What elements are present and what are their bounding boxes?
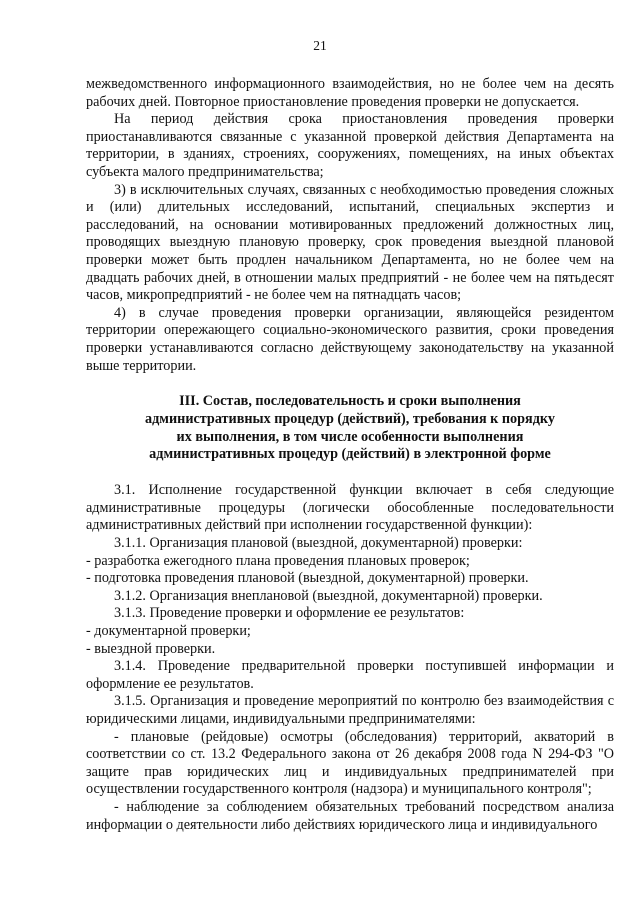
- paragraph-3-1-5: 3.1.5. Организация и проведение мероприятий по контролю без взаимодействия с юридическими лицами, индивидуальными предпринимателями:: [86, 693, 614, 727]
- section-heading-line: их выполнения, в том числе особенности выполнения: [176, 428, 524, 445]
- paragraph-continuation: межведомственного информационного взаимодействия, но не более чем на десять рабочих дней. Повторное приостановление проведения проверки не допускается.: [86, 76, 614, 110]
- list-item: - плановые (рейдовые) осмотры (обследования) территорий, акваторий в соответствии со ст. 13.2 Федерального закона от 26 декабря 2008 года N 294-ФЗ "О защите прав юридических лиц и индивидуальных предпринимателей при осуществлении государственного контроля (надзора) и муниципального контроля";: [86, 728, 614, 798]
- list-item: - подготовка проведения плановой (выездной, документарной) проверки.: [86, 570, 529, 587]
- paragraph-suspension-period: На период действия срока приостановления проведения проверки приостанавливаются связанные с указанной проверкой действия Департамента на территории, в зданиях, строениях, сооружениях, помещениях, на иных объектах субъекта малого предпринимательства;: [86, 111, 614, 180]
- section-heading-line: III. Состав, последовательность и сроки выполнения: [179, 393, 521, 410]
- document-body: [86, 76, 614, 834]
- page-number: 21: [313, 38, 327, 53]
- paragraph-3-1-2: 3.1.2. Организация внеплановой (выездной, документарной) проверки.: [114, 587, 543, 604]
- section-heading-line: административных процедур (действий) в электронной форме: [149, 446, 551, 463]
- paragraph-item-4: 4) в случае проведения проверки организации, являющейся резидентом территории опережающего социально-экономического развития, сроки проведения проверки устанавливаются согласно действующему законодательству на указанной выше территории.: [86, 304, 614, 374]
- list-item: - наблюдение за соблюдением обязательных требований посредством анализа информации о деятельности либо действиях юридического лица и индивидуального: [86, 798, 614, 833]
- paragraph-item-3: 3) в исключительных случаях, связанных с необходимостью проведения сложных и (или) длительных исследований, испытаний, специальных экспертиз и расследований, на основании мотивированных предложений должностных лиц, проводящих выездную плановую проверку, срок проведения выездной плановой проверки может быть продлен начальником Департамента, но не более чем на двадцать рабочих дней, в отношении малых предприятий - не более чем на пятьдесят часов, микропредприятий - не более чем на пятнадцать часов;: [86, 181, 614, 304]
- paragraph-3-1-3: 3.1.3. Проведение проверки и оформление ее результатов:: [114, 605, 465, 622]
- paragraph-3-1-1: 3.1.1. Организация плановой (выездной, документарной) проверки:: [114, 535, 523, 552]
- list-item: - выездной проверки.: [86, 640, 216, 657]
- section-heading-line: административных процедур (действий), требования к порядку: [145, 410, 555, 427]
- paragraph-3-1-4: 3.1.4. Проведение предварительной проверки поступившей информации и оформление ее результатов.: [86, 658, 614, 692]
- paragraph-3-1: 3.1. Исполнение государственной функции включает в себя следующие административные процедуры (логически обособленные последовательности административных действий при исполнении государственной функции):: [86, 482, 614, 534]
- list-item: - разработка ежегодного плана проведения плановых проверок;: [86, 552, 470, 569]
- section-heading: [86, 393, 614, 464]
- list-item: - документарной проверки;: [86, 623, 251, 640]
